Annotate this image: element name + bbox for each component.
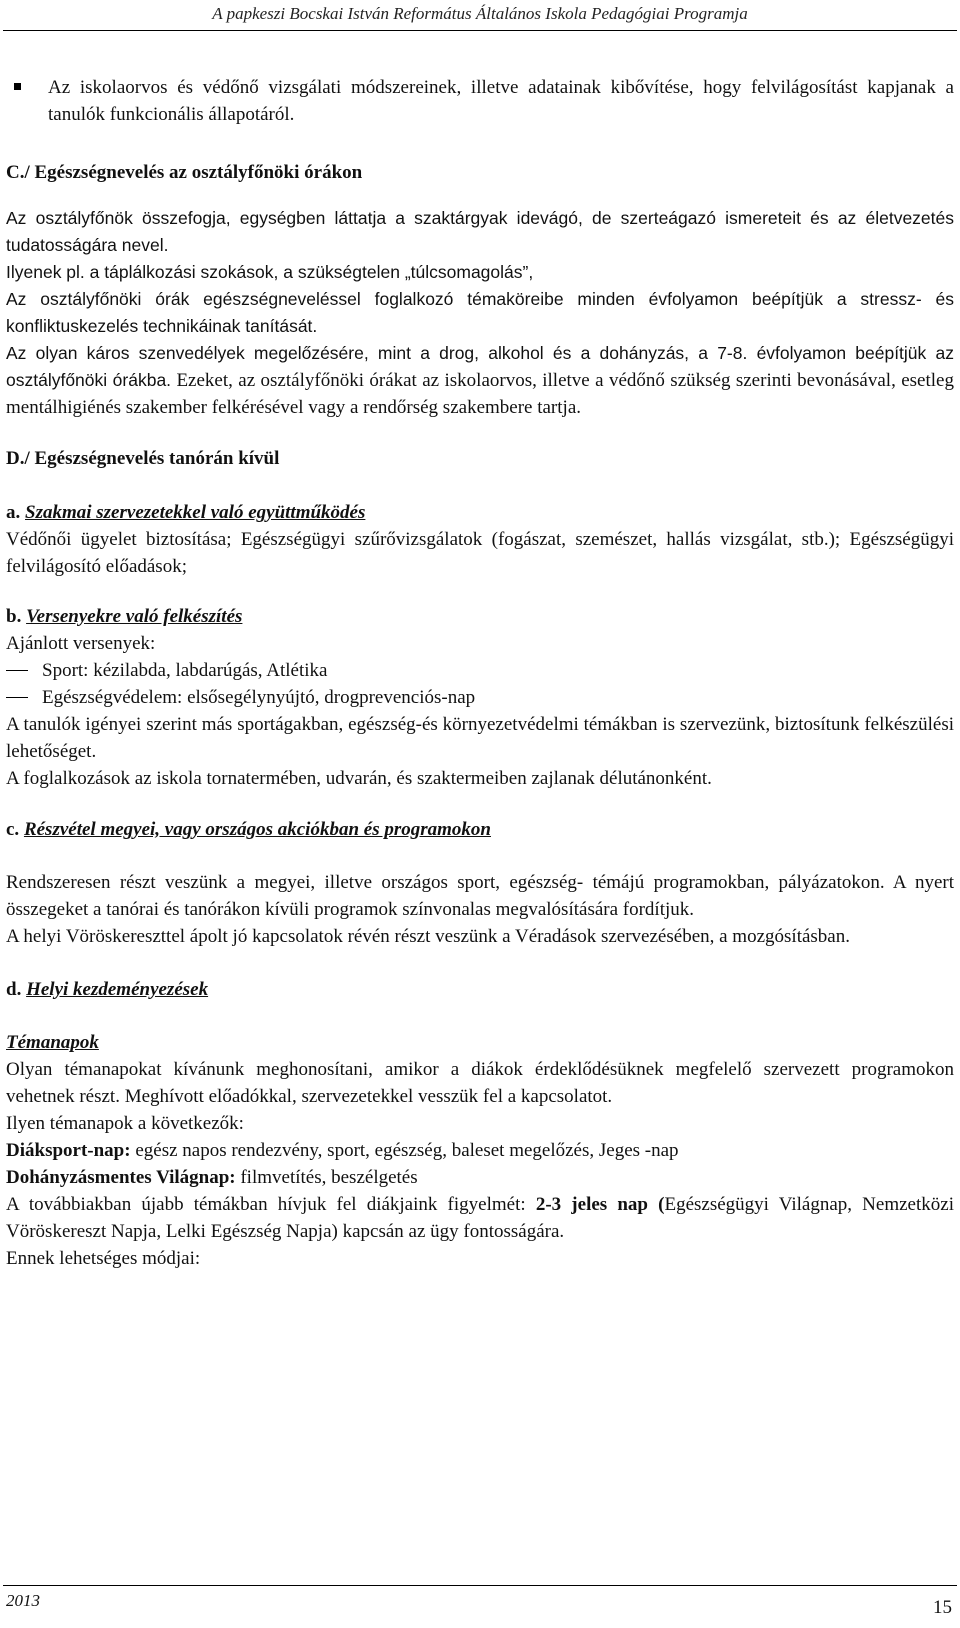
dohanyzas-label: Dohányzásmentes Világnap: (6, 1167, 236, 1188)
footer-year: 2013 (6, 1591, 40, 1610)
subsection-c-title: Részvétel megyei, vagy országos akciókban és programokon (23, 819, 491, 840)
temanapok-paragraph-4: Ennek lehetséges módjai: (6, 1248, 201, 1269)
diaksport-line (6, 1137, 954, 1164)
section-c-paragraph-1: Az osztályfőnök összefogja, egységben láttatja a szaktárgyak idevágó, de szerteágazó ismereteit és az életvezetés tudatosságára nevel. (6, 208, 954, 255)
subsection-c-paragraph-2: A helyi Vöröskereszttel ápolt jó kapcsolatok révén részt veszünk a Véradások szervezésében, a mozgósításban. (6, 926, 850, 947)
diaksport-label: Diáksport-nap: (6, 1140, 131, 1161)
page-number: 15 (933, 1597, 952, 1618)
temanapok-paragraph-2: Ilyen témanapok a következők: (6, 1113, 244, 1134)
list-item (6, 657, 954, 684)
section-c-body (6, 205, 954, 421)
section-c-paragraph-4a: Az olyan káros szenvedélyek megelőzésére, mint a drog, alkohol és a dohányzás, a 7-8. évfolyamon beépítjük az osztályfőnöki órákba. (6, 343, 954, 390)
list-item-text: Sport: kézilabda, labdarúgás, Atlétika (42, 660, 328, 681)
running-header: A papkeszi Bocskai István Református Általános Iskola Pedagógiai Programja (212, 4, 748, 23)
subsection-b-heading (6, 603, 954, 630)
header-rule (3, 30, 957, 31)
subsection-c-paragraph-1: Rendszeresen részt veszünk a megyei, illetve országos sport, egészség- témájú programokban, pályázatokon. A nyert összegeket a tanórai és tanórákon kívüli programok színvonalas megvalósítására fordítjuk. (6, 872, 954, 920)
subsection-a-letter: a. (6, 502, 21, 523)
temanapok-paragraph-3-start: A továbbiakban újabb témákban hívjuk fel diákjaink figyelmét: (6, 1194, 536, 1215)
temanapok-paragraph-1: Olyan témanapokat kívánunk meghonosítani, amikor a diákok érdeklődésüknek megfelelő szervezett programokon vehetnek részt. Meghívott előadókkal, szervezetekkel vesszük fel a kapcsolatot. (6, 1059, 954, 1107)
square-bullet-icon (14, 83, 21, 90)
dash-bullet-icon (6, 697, 28, 698)
subsection-d-heading (6, 976, 954, 1003)
subsection-b-paragraph-2: A foglalkozások az iskola tornatermében, udvarán, és szaktermeiben zajlanak délutánonként. (6, 768, 712, 789)
list-item (6, 684, 954, 711)
section-d-heading: D./ Egészségnevelés tanórán kívül (6, 448, 280, 469)
subsection-b-paragraph-1: A tanulók igényei szerint más sportágakban, egészség-és környezetvédelmi témákban is szervezünk, biztosítunk felkészülési lehetőséget. (6, 714, 954, 762)
page-content (6, 74, 954, 1272)
diaksport-text: egész napos rendezvény, sport, egészség, baleset megelőzés, Jeges -nap (130, 1140, 679, 1161)
temanapok-paragraph-3 (6, 1191, 954, 1245)
section-c-heading: C./ Egészségnevelés az osztályfőnöki órákon (6, 162, 363, 183)
temanapok-paragraph-3-bold: 2-3 jeles nap ( (535, 1194, 665, 1215)
section-c-paragraph-4 (6, 340, 954, 421)
subsection-c-letter: c. (6, 819, 20, 840)
subsection-b-letter: b. (6, 606, 22, 627)
dash-bullet-icon (6, 670, 28, 671)
dohanyzas-text: filmvetítés, beszélgetés (235, 1167, 418, 1188)
subsection-c-heading (6, 816, 954, 843)
subsection-a-text: Védőnői ügyelet biztosítása; Egészségügyi szűrővizsgálatok (fogászat, szemészet, hallás vizsgálat, stb.); Egészségügyi felvilágosító előadások; (6, 529, 954, 577)
section-c-paragraph-2: Ilyenek pl. a táplálkozási szokások, a szükségtelen „túlcsomagolás”, (6, 262, 534, 282)
subsection-a-title: Szakmai szervezetekkel való együttműködés (25, 502, 366, 523)
subsection-d-title: Helyi kezdeményezések (26, 979, 209, 1000)
subsection-a-heading (6, 499, 954, 526)
bullet-item (6, 74, 954, 128)
section-c-paragraph-3: Az osztályfőnöki órák egészségneveléssel foglalkozó témaköreibe minden évfolyamon beépítjük a stressz- és konfliktuskezelés technikáinak tanítását. (6, 289, 954, 336)
subsection-b-intro: Ajánlott versenyek: (6, 633, 156, 654)
subsection-d-letter: d. (6, 979, 22, 1000)
list-item-text: Egészségvédelem: elsősegélynyújtó, drogprevenciós-nap (42, 687, 476, 708)
dohanyzas-line (6, 1164, 954, 1191)
bullet-text: Az iskolaorvos és védőnő vizsgálati módszereinek, illetve adatainak kibővítése, hogy felvilágosítást kapjanak a tanulók funkcionális állapotáról. (48, 77, 954, 125)
temanapok-heading: Témanapok (6, 1032, 99, 1053)
subsection-b-title: Versenyekre való felkészítés (26, 606, 243, 627)
section-c-paragraph-4b: Ezeket, az osztályfőnöki órákat az iskolaorvos, illetve a védőnő szükség szerinti bevonásával, esetleg mentálhigiénés szakember felkérésével vagy a rendőrség szakembere tartja. (6, 370, 954, 418)
footer-rule (3, 1585, 957, 1586)
temanapok-paragraph-3-end: Egészségügyi Világnap, Nemzetközi Vöröskereszt Napja, Lelki Egészség Napja) kapcsán az ügy fontosságára. (6, 1194, 954, 1242)
